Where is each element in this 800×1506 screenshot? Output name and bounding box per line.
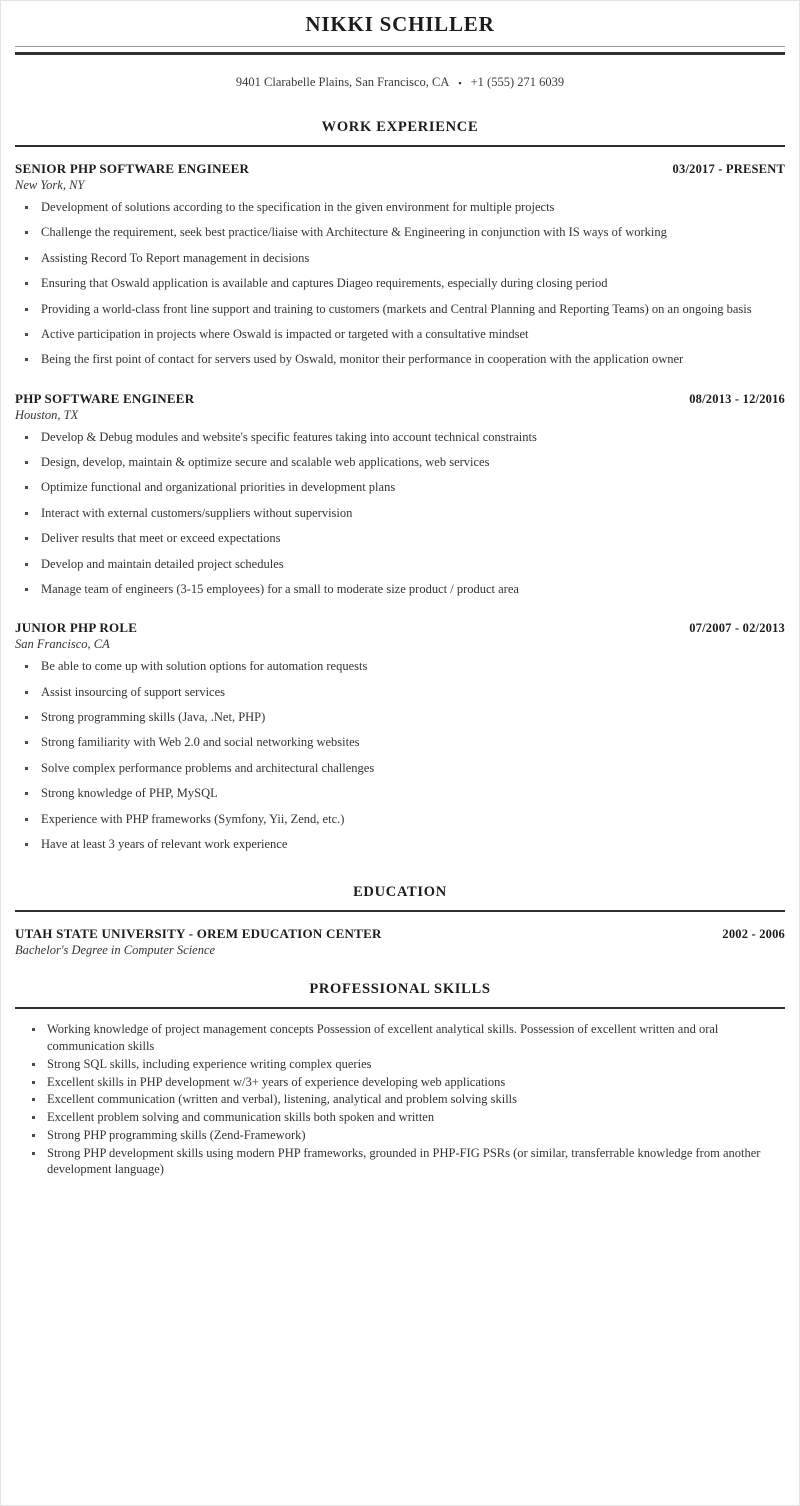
job-bullet: Active participation in projects where Oswald is impacted or targeted with a consultative mindset <box>15 326 785 343</box>
job-bullet: Design, develop, maintain & optimize secure and scalable web applications, web services <box>15 454 785 471</box>
education-school: UTAH STATE UNIVERSITY - OREM EDUCATION CENTER <box>15 926 382 942</box>
job-title: PHP SOFTWARE ENGINEER <box>15 390 195 406</box>
skills-bullet-list <box>15 1009 785 1178</box>
job-entry <box>15 377 785 598</box>
job-header <box>15 620 785 636</box>
job-entry <box>15 147 785 368</box>
job-bullet: Ensuring that Oswald application is available and captures Diageo requirements, especially during closing period <box>15 275 785 292</box>
contact-address: 9401 Clarabelle Plains, San Francisco, CA <box>235 75 450 89</box>
section-heading-skills: PROFESSIONAL SKILLS <box>309 981 491 998</box>
job-bullet: Strong programming skills (Java, .Net, PHP) <box>15 709 785 726</box>
job-bullet: Interact with external customers/suppliers without supervision <box>15 505 785 522</box>
job-bullet: Develop and maintain detailed project schedules <box>15 556 785 573</box>
education-entry <box>15 912 785 958</box>
job-bullet: Development of solutions according to the specification in the given environment for multiple projects <box>15 199 785 216</box>
job-dates: 03/2017 - PRESENT <box>672 162 785 176</box>
job-bullet-list <box>15 423 785 598</box>
job-header <box>15 391 785 407</box>
skill-bullet: Strong PHP development skills using modern PHP frameworks, grounded in PHP-FIG PSRs (or similar, transferrable knowledge from another development language) <box>15 1145 785 1179</box>
education-degree: Bachelor's Degree in Computer Science <box>15 943 216 958</box>
job-bullet: Deliver results that meet or exceed expectations <box>15 530 785 547</box>
job-bullet: Challenge the requirement, seek best practice/liaise with Architecture & Engineering in conjunction with IS ways of working <box>15 224 785 241</box>
job-bullet: Have at least 3 years of relevant work experience <box>15 836 785 853</box>
job-bullet: Strong knowledge of PHP, MySQL <box>15 785 785 802</box>
job-title: SENIOR PHP SOFTWARE ENGINEER <box>15 161 250 176</box>
skill-bullet: Excellent problem solving and communication skills both spoken and written <box>15 1109 785 1126</box>
job-title: JUNIOR PHP ROLE <box>15 620 138 636</box>
job-dates: 08/2013 - 12/2016 <box>689 391 785 406</box>
education-header <box>15 926 785 942</box>
job-bullet: Being the first point of contact for servers used by Oswald, monitor their performance in cooperation with the application owner <box>15 351 785 368</box>
section-heading-work: WORK EXPERIENCE <box>321 119 479 135</box>
job-bullet: Assisting Record To Report management in decisions <box>15 250 785 267</box>
job-bullet-list <box>15 652 785 853</box>
job-bullet: Strong familiarity with Web 2.0 and social networking websites <box>15 734 785 751</box>
job-bullet: Providing a world-class front line support and training to customers (markets and Central Planning and Reporting Teams) on an ongoing basis <box>15 301 785 318</box>
contact-separator-icon: ▪ <box>458 78 462 89</box>
job-dates: 07/2007 - 02/2013 <box>689 621 785 636</box>
job-location: New York, NY <box>15 178 85 192</box>
skill-bullet: Working knowledge of project management concepts Possession of excellent analytical skills. Possession of excellent written and oral communication skills <box>15 1021 785 1055</box>
contact-line <box>15 55 785 96</box>
section-heading-education: EDUCATION <box>353 884 447 901</box>
job-bullet: Manage team of engineers (3-15 employees) for a small to moderate size product / product area <box>15 581 785 598</box>
job-bullet-list <box>15 193 785 368</box>
job-bullet: Assist insourcing of support services <box>15 684 785 701</box>
job-bullet: Experience with PHP frameworks (Symfony, Yii, Zend, etc.) <box>15 811 785 828</box>
skill-bullet: Strong PHP programming skills (Zend-Framework) <box>15 1127 785 1144</box>
job-bullet: Solve complex performance problems and architectural challenges <box>15 760 785 777</box>
job-bullet: Develop & Debug modules and website's specific features taking into account technical constraints <box>15 429 785 446</box>
job-bullet: Be able to come up with solution options for automation requests <box>15 658 785 675</box>
candidate-name: NIKKI SCHILLER <box>305 12 495 36</box>
job-bullet: Optimize functional and organizational priorities in development plans <box>15 479 785 496</box>
job-location: San Francisco, CA <box>15 637 110 652</box>
job-header <box>15 161 785 177</box>
job-location: Houston, TX <box>15 407 79 422</box>
education-dates: 2002 - 2006 <box>722 927 785 942</box>
contact-phone: +1 (555) 271 6039 <box>470 75 565 89</box>
skill-bullet: Excellent communication (written and verbal), listening, analytical and problem solving skills <box>15 1091 785 1108</box>
job-entry <box>15 606 785 853</box>
skill-bullet: Excellent skills in PHP development w/3+ years of experience developing web applications <box>15 1074 785 1091</box>
header-divider <box>15 46 785 55</box>
skill-bullet: Strong SQL skills, including experience writing complex queries <box>15 1056 785 1073</box>
